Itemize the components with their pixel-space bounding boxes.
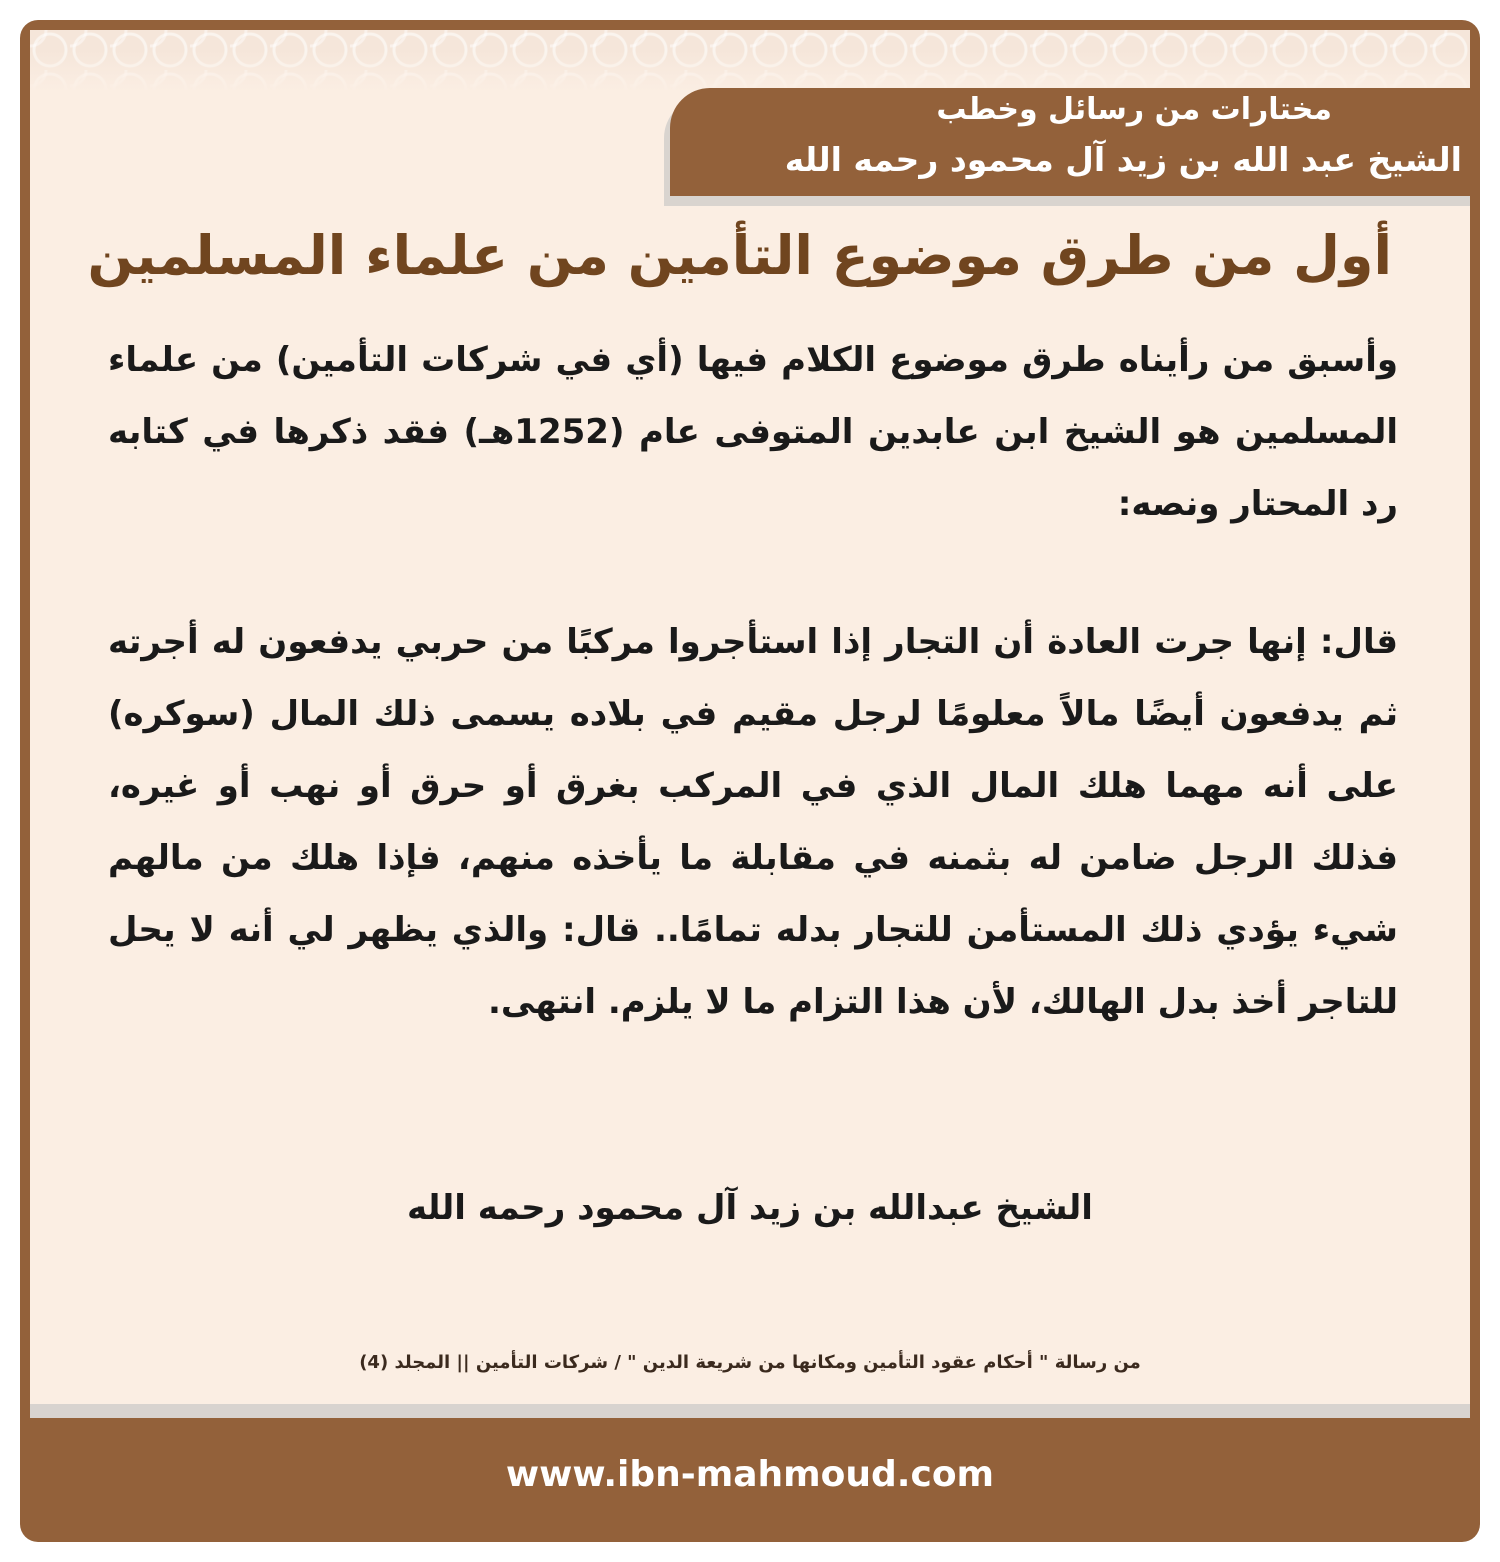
header-banner: [670, 88, 1470, 196]
source-citation: من رسالة " أحكام عقود التأمين ومكانها من شريعة الدين " / شركات التأمين || المجلد (4): [359, 1352, 1141, 1373]
content-panel: [30, 30, 1470, 1410]
signature: الشيخ عبدالله بن زيد آل محمود رحمه الله: [407, 1188, 1093, 1228]
pattern-fade: [30, 50, 1470, 92]
page-title: أول من طرق موضوع التأمين من علماء المسلمين: [87, 224, 1392, 287]
quote-paragraph: قال: إنها جرت العادة أن التجار إذا استأجروا مركبًا من حربي يدفعون له أجرته ثم يدفعون أيضًا مالاً معلومًا لرجل مقيم في بلاده يسمى ذلك المال (سوكره) على أنه مهما هلك المال الذي في المركب بغرق أو حرق أو نهب أو غيره، فذلك الرجل ضامن له بثمنه في مقابلة ما يأخذه منهم، فإذا هلك من مالهم شيء يؤدي ذلك المستأمن للتجار بدله تمامًا.. قال: والذي يظهر لي أنه لا يحل للتاجر أخذ بدل الهالك، لأن هذا التزام ما لا يلزم. انتهى.: [108, 622, 1398, 1022]
author-name: الشيخ عبد الله بن زيد آل محمود رحمه الله: [784, 140, 1462, 179]
website-link[interactable]: www.ibn-mahmoud.com: [505, 1454, 995, 1495]
intro-paragraph: وأسبق من رأيناه طرق موضوع الكلام فيها (أي في شركات التأمين) من علماء المسلمين هو الشيخ ابن عابدين المتوفى عام (1252هـ) فقد ذكرها في كتابه رد المحتار ونصه:: [108, 340, 1398, 524]
footer-divider: [30, 1404, 1470, 1418]
series-title: مختارات من رسائل وخطب: [936, 92, 1332, 127]
